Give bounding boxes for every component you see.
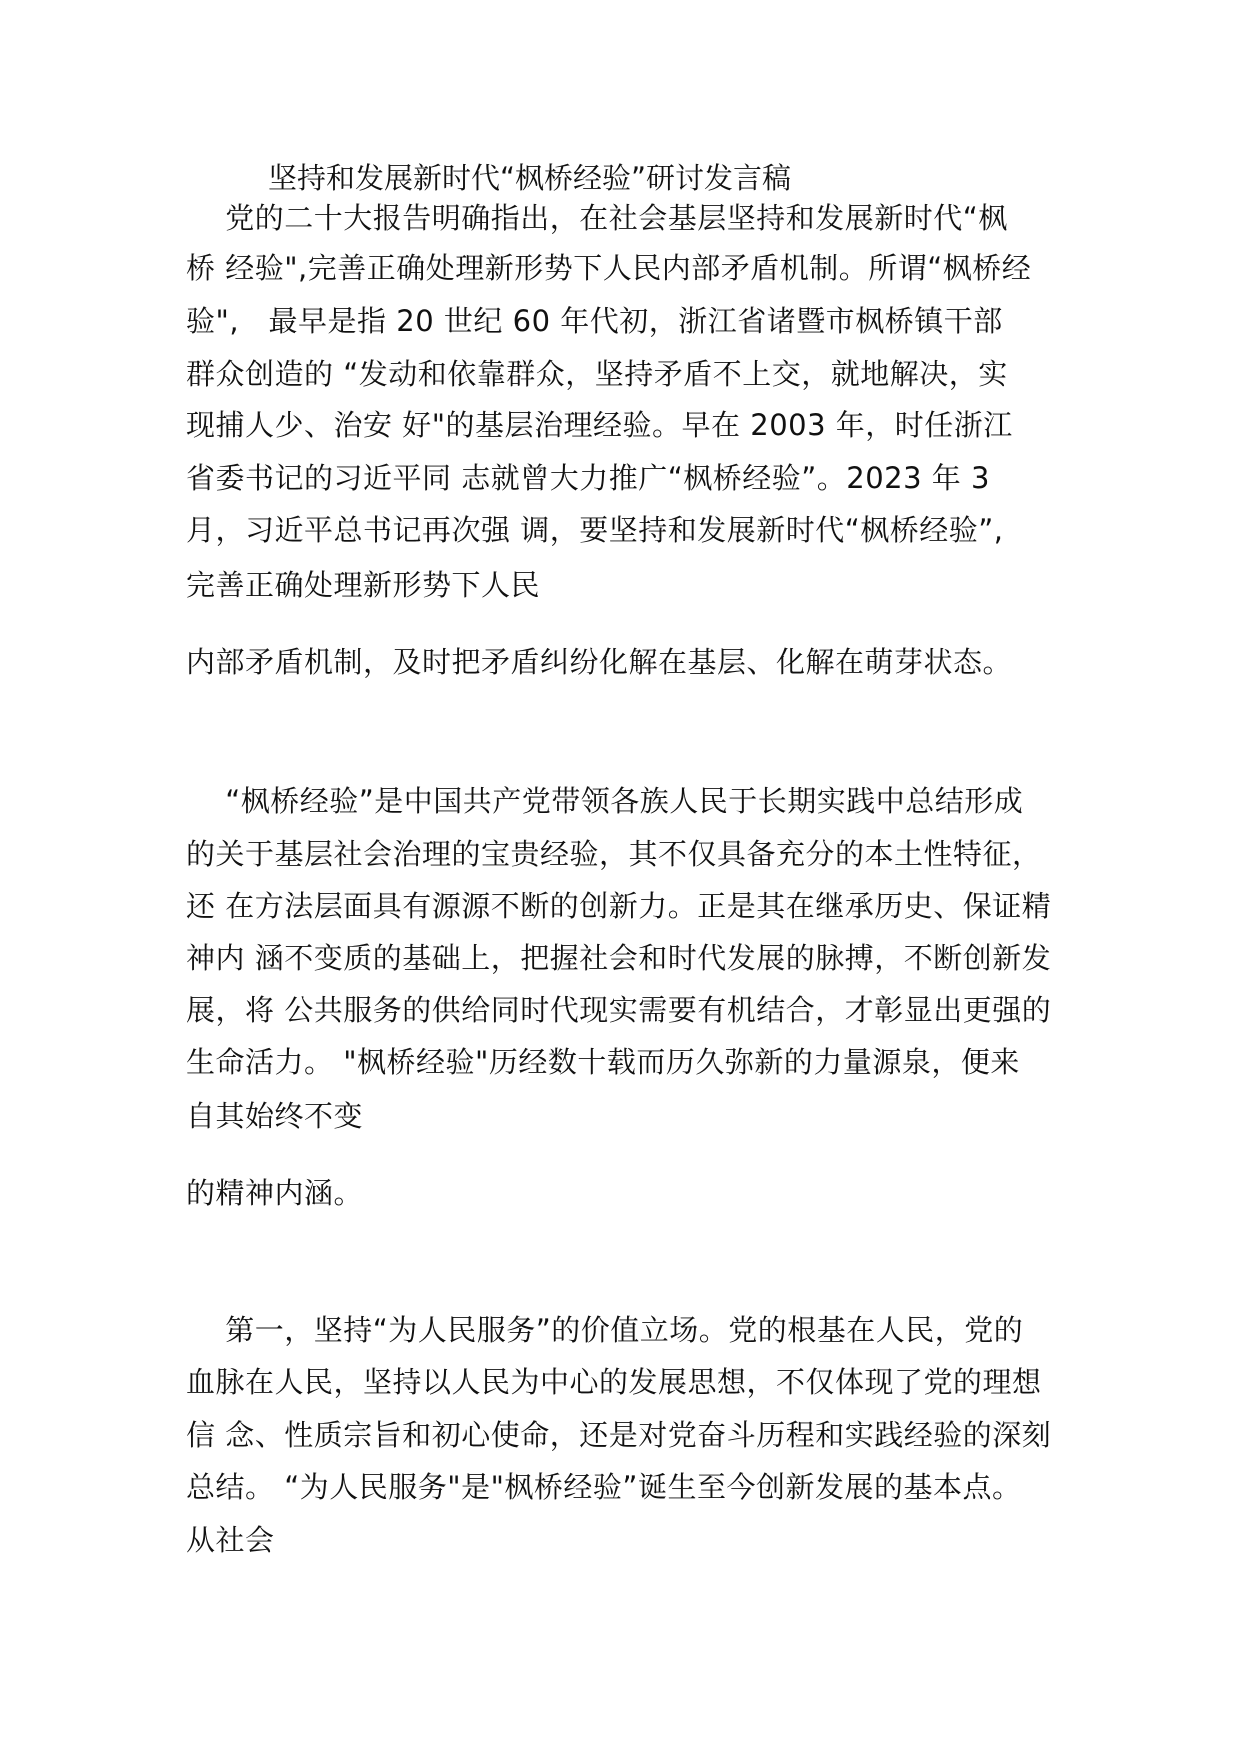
paragraph-line: 生命活力。 "枫桥经验"历经数十载而历久弥新的力量源泉，便来: [186, 1045, 1020, 1079]
paragraph-line: 还 在方法层面具有源源不断的创新力。正是其在继承历史、保证精: [186, 889, 1052, 923]
paragraph-line: 验", 最早是指 20 世纪 60 年代初，浙江省诸暨市枫桥镇干部: [186, 304, 1003, 338]
paragraph-line: 省委书记的习近平同 志就曾大力推广“枫桥经验”。2023 年 3: [186, 461, 990, 495]
document-title: 坚持和发展新时代“枫桥经验”研讨发言稿: [268, 161, 792, 195]
paragraph-line: 完善正确处理新形势下人民: [186, 568, 541, 602]
paragraph-line: 神内 涵不变质的基础上，把握社会和时代发展的脉搏，不断创新发: [186, 941, 1052, 975]
paragraph-line: 现捕人少、治安 好"的基层治理经验。早在 2003 年，时任浙江: [186, 408, 1013, 442]
paragraph-line: 月，习近平总书记再次强 调，要坚持和发展新时代“枫桥经验”,: [186, 513, 1004, 547]
paragraph-line: 的关于基层社会治理的宝贵经验，其不仅具备充分的本土性特征，: [186, 837, 1042, 871]
paragraph-line: “枫桥经验”是中国共产党带领各族人民于长期实践中总结形成: [186, 784, 1024, 818]
paragraph-line: 血脉在人民，坚持以人民为中心的发展思想，不仅体现了党的理想: [186, 1365, 1042, 1399]
paragraph-line: 从社会: [186, 1523, 275, 1557]
paragraph-line: 展，将 公共服务的供给同时代现实需要有机结合，才彰显出更强的: [186, 993, 1052, 1027]
paragraph-line: 桥 经验",完善正确处理新形势下人民内部矛盾机制。所谓“枫桥经: [186, 251, 1032, 285]
paragraph-line: 的精神内涵。: [186, 1176, 364, 1210]
paragraph-line: 第一，坚持“为人民服务”的价值立场。党的根基在人民，党的: [186, 1313, 1024, 1347]
paragraph-line: 自其始终不变: [186, 1099, 364, 1133]
paragraph-line: 信 念、性质宗旨和初心使命，还是对党奋斗历程和实践经验的深刻: [186, 1418, 1052, 1452]
paragraph-line: 党的二十大报告明确指出，在社会基层坚持和发展新时代“枫: [186, 201, 1008, 235]
paragraph-line: 总结。 “为人民服务"是"枫桥经验”诞生至今创新发展的基本点。: [186, 1470, 1022, 1504]
paragraph-line: 内部矛盾机制，及时把矛盾纠纷化解在基层、化解在萌芽状态。: [186, 645, 1013, 679]
paragraph-line: 群众创造的 “发动和依靠群众，坚持矛盾不上交，就地解决，实: [186, 357, 1008, 391]
